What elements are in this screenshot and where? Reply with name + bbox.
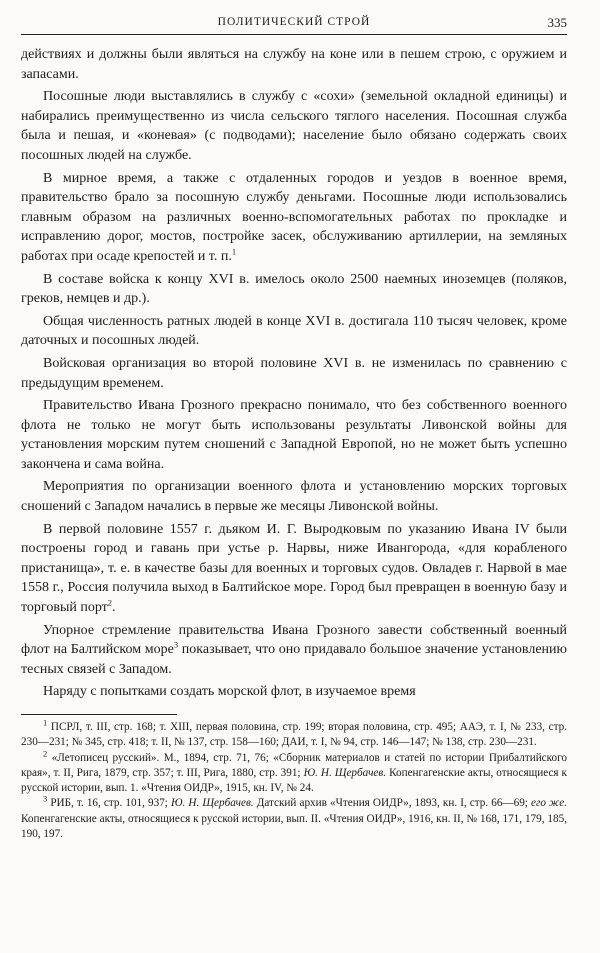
paragraph: В составе войска к концу XVI в. имелось около 2500 наемных иноземцев (поляков, греков, немцев и др.). (21, 271, 567, 307)
running-header (21, 12, 567, 35)
footnote-marker[interactable]: 2 (107, 597, 113, 608)
page-number: 335 (547, 15, 567, 30)
footnote-marker[interactable]: 3 (173, 639, 179, 650)
footnote-text: «Летописец русский». М., 1894, стр. 71, 76; «Сборник материалов и статей по истории Прибалтийского края», т. II, Рига, 1879, стр. 357; т. III, Рига, 1880, стр. 391; (21, 751, 568, 779)
footnote-text: ПСРЛ, т. III, стр. 168; т. XIII, первая половина, стр. 199; вторая половина, стр. 495; ААЭ, т. I, № 233, стр. 230—231; № 345, стр. 418; т. II, № 137, стр. 158—160; ДАИ, т. I, № 94, стр. 146—147; № 138, стр. 230—231. (21, 721, 567, 749)
footnote (21, 717, 567, 751)
footnote-number: 1 (43, 717, 48, 728)
footnote-divider (21, 714, 177, 715)
footnote (21, 793, 568, 842)
paragraph: Войсковая организация во второй половине XVI в. не изменилась по сравнению с предыдущим временем. (21, 355, 567, 391)
footnote-text: Копенгагенские акты, относящиеся к русской истории, вып. II. «Чтения ОИДР», 1916, кн. II, № 168, 171, 179, 185, 190, 197. (21, 812, 567, 841)
book-page (21, 12, 567, 842)
paragraph-text: В первой половине 1557 г. дьяком И. Г. Выродковым по указанию Ивана IV были построены город и гавань при устье р. Нарвы, ниже Ивангорода, «для корабленого пристанища», т. е. в качестве базы для военных и торговых судов. Овладев г. Нарвой в мае 1558 г., Россия получила выход в Балтийское море. Город был превращен в военную базу и торговый порт (21, 521, 567, 616)
paragraph (21, 621, 567, 680)
paragraph: Посошные люди выставлялись в службу с «сохи» (земельной окладной единицы) и набирались преимущественно из числа сельского тяглого населения. Посошная служба была и пешая, и «коневая» (с подводами); население было обязано содержать своих посошных людей на службе. (21, 89, 567, 163)
footnote-number: 2 (43, 747, 48, 758)
footnote (21, 747, 568, 797)
footnote-author: Ю. Н. Щербачев. (170, 797, 254, 810)
footnote-text: Датский архив «Чтения ОИДР», 1893, кн. I, стр. 66—69; (256, 797, 528, 810)
running-title: ПОЛИТИЧЕСКИЙ СТРОЙ (217, 16, 371, 28)
paragraph-text: показывает, что оно придавало большое значение установлению тесных связей с Западом. (21, 642, 567, 677)
paragraph: Правительство Ивана Грозного прекрасно понимало, что без собственного военного флота не только не могут быть использованы результаты Ливонской войны для установления морским путем сношений с Западной Европой, но не может быть успешно закончена и сама война. (21, 398, 567, 472)
footnote-text: Копенгагенские акты, относящиеся к русской истории, вып. 1. «Чтения ОИДР», 1915, кн. IV, № 24. (21, 766, 567, 795)
paragraph (21, 169, 567, 267)
footnote-marker[interactable]: 1 (231, 246, 237, 257)
paragraph: Мероприятия по организации военного флота и установлению морских торговых сношений с Западом начались в первые же месяцы Ливонской войны. (21, 479, 567, 515)
footnote-text: РИБ, т. 16, стр. 101, 937; (50, 797, 168, 810)
paragraph: Наряду с попытками создать морской флот, в изучаемое время (43, 684, 416, 700)
paragraph-text: В мирное время, а также с отдаленных городов и уездов в военное время, правительство брало за посошную службу деньгами. Посошные люди использовались главным образом на различных военно-вспомогательных работах по прокладке и исправлению дорог, мостов, постройке засек, обслуживанию артиллерии, на земляных работах при осаде крепостей и т. п. (21, 170, 567, 264)
paragraph-end: . (112, 600, 116, 616)
main-text (21, 45, 567, 702)
footnote-number: 3 (43, 793, 48, 804)
paragraph-text: Упорное стремление правительства Ивана Грозного завести собственный военный флот на Балтийском море (21, 622, 567, 658)
paragraph: Общая численность ратных людей в конце XVI в. достигала 110 тысяч человек, кроме даточных и посошных людей. (21, 313, 567, 349)
footnote-author: Ю. Н. Щербачев. (303, 766, 387, 779)
footnote-ibid: его же. (531, 797, 568, 810)
paragraph: действиях и должны были являться на службу на коне или в пешем строю, с оружием и запасами. (21, 47, 567, 82)
footnotes (21, 717, 568, 842)
paragraph (21, 520, 567, 618)
